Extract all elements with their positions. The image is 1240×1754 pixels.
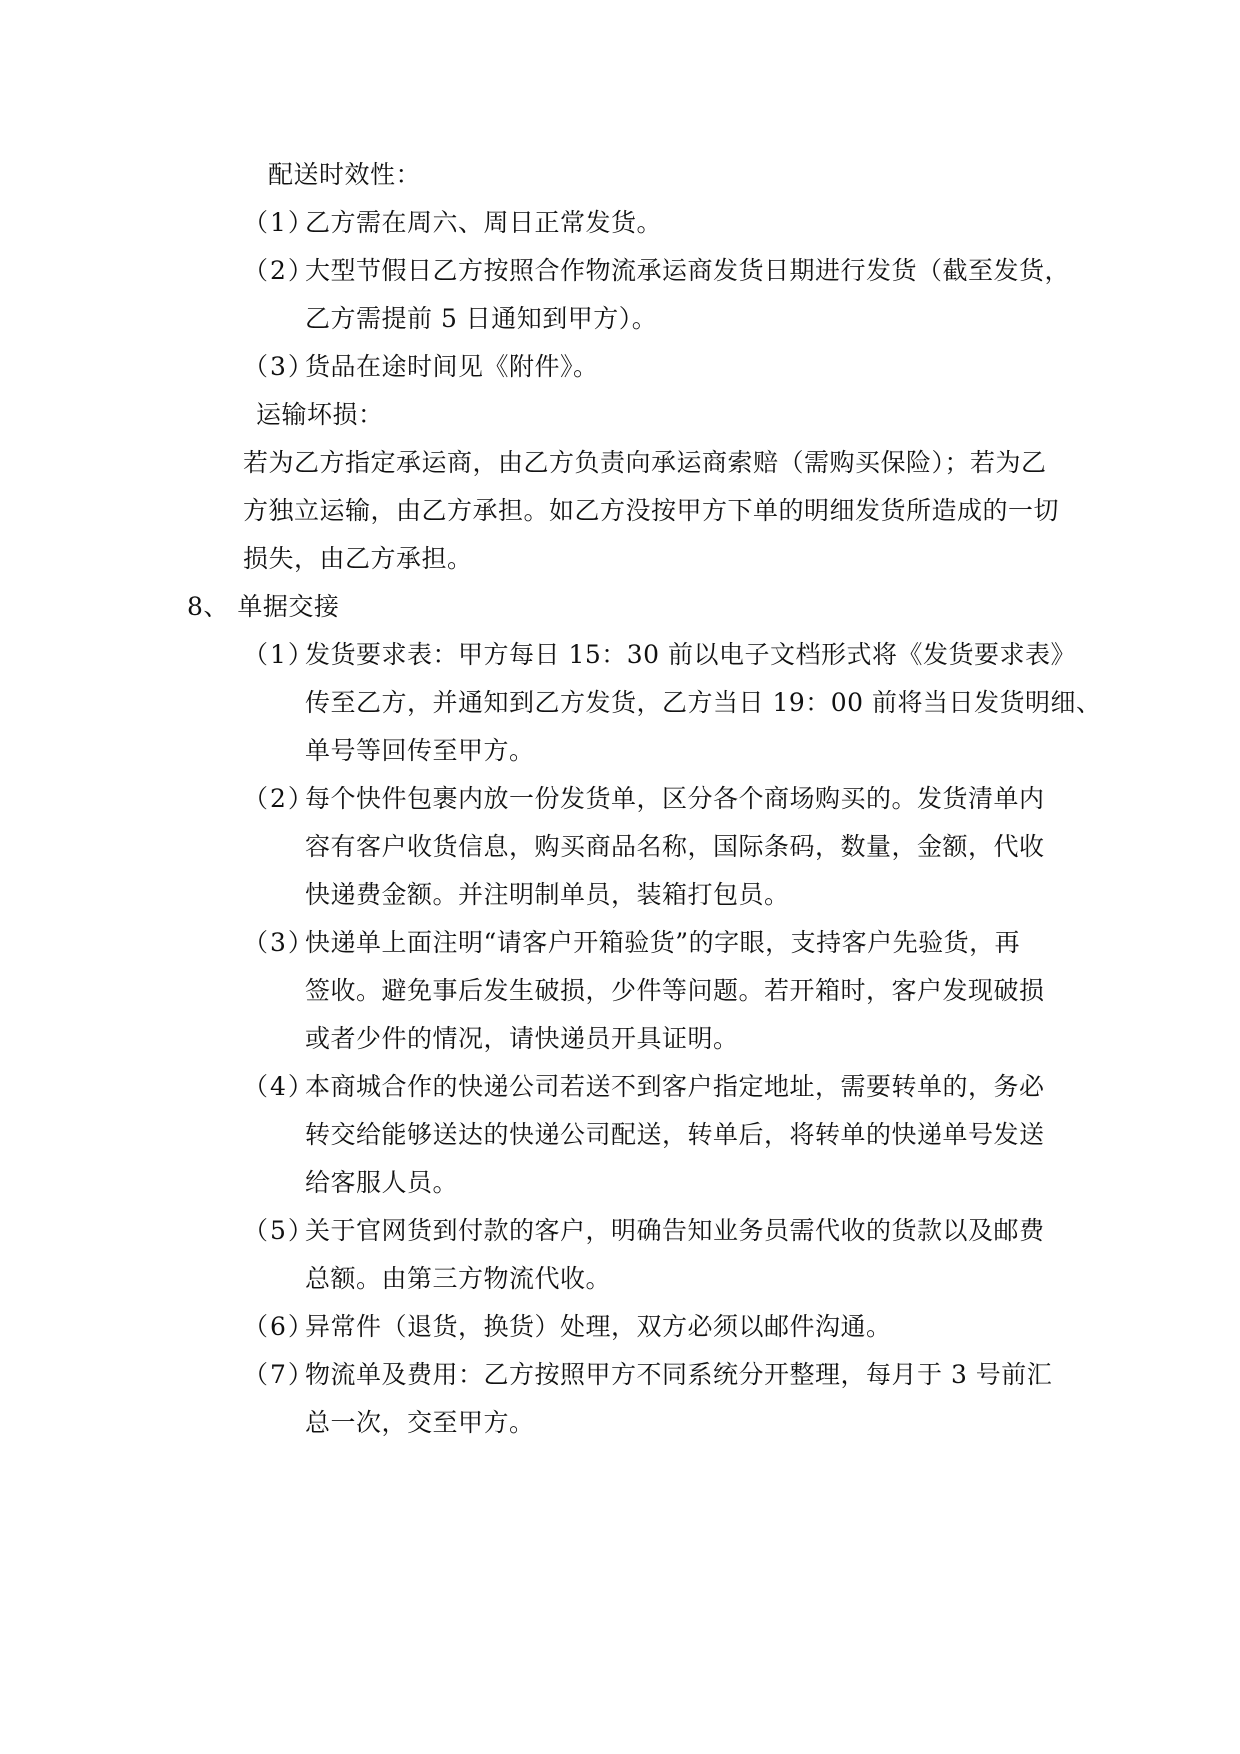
item-text: 每个快件包裹内放一份发货单，区分各个商场购买的。发货清单内 xyxy=(305,784,1045,813)
item-number: （1） xyxy=(243,208,315,237)
transport-damage-heading: 运输坏损： xyxy=(256,400,384,429)
doc-item-5-cont-1: 总额。由第三方物流代收。 xyxy=(305,1264,612,1293)
item-text: 快递单上面注明“请客户开箱验货”的字眼，支持客户先验货，再 xyxy=(305,928,1021,957)
delivery-item-2 xyxy=(243,254,1070,288)
item-text: 大型节假日乙方按照合作物流承运商发货日期进行发货（截至发货， xyxy=(305,256,1071,285)
delivery-item-1 xyxy=(243,206,662,240)
doc-item-2-cont-1: 容有客户收货信息，购买商品名称，国际条码，数量，金额，代收 xyxy=(305,832,1045,861)
doc-item-6 xyxy=(243,1310,892,1344)
doc-item-4-cont-1: 转交给能够送达的快递公司配送，转单后，将转单的快递单号发送 xyxy=(305,1120,1045,1149)
doc-item-3 xyxy=(243,926,1020,960)
doc-item-7 xyxy=(243,1358,1052,1392)
delivery-item-2-cont: 乙方需提前 5 日通知到甲方）。 xyxy=(305,304,658,333)
item-text: 发货要求表：甲方每日 15：30 前以电子文档形式将《发货要求表》 xyxy=(305,640,1077,669)
item-number: （6） xyxy=(243,1312,315,1341)
doc-item-2-cont-2: 快递费金额。并注明制单员，装箱打包员。 xyxy=(305,880,790,909)
doc-item-4 xyxy=(243,1070,1045,1104)
doc-item-1 xyxy=(243,638,1076,672)
item-number: （1） xyxy=(243,640,315,669)
transport-damage-line-1: 若为乙方指定承运商，由乙方负责向承运商索赔（需购买保险）；若为乙 xyxy=(243,448,1047,477)
doc-item-3-cont-2: 或者少件的情况，请快递员开具证明。 xyxy=(305,1024,739,1053)
doc-item-4-cont-2: 给客服人员。 xyxy=(305,1168,459,1197)
item-number: （2） xyxy=(243,784,315,813)
item-number: （5） xyxy=(243,1216,315,1245)
doc-item-7-cont-1: 总一次，交至甲方。 xyxy=(305,1408,535,1437)
item-text: 物流单及费用：乙方按照甲方不同系统分开整理，每月于 3 号前汇 xyxy=(305,1360,1053,1389)
delivery-timeliness-heading: 配送时效性： xyxy=(268,160,422,189)
doc-item-1-cont-1: 传至乙方，并通知到乙方发货，乙方当日 19：00 前将当日发货明细、 xyxy=(305,688,1102,717)
item-text: 乙方需在周六、周日正常发货。 xyxy=(305,208,663,237)
section-8-heading: 8、 单据交接 xyxy=(187,592,340,621)
transport-damage-line-2: 方独立运输，由乙方承担。如乙方没按甲方下单的明细发货所造成的一切 xyxy=(243,496,1060,525)
item-number: （2） xyxy=(243,256,315,285)
item-number: （4） xyxy=(243,1072,315,1101)
doc-item-1-cont-2: 单号等回传至甲方。 xyxy=(305,736,535,765)
doc-item-3-cont-1: 签收。避免事后发生破损，少件等问题。若开箱时，客户发现破损 xyxy=(305,976,1045,1005)
delivery-item-3 xyxy=(243,350,599,384)
item-text: 货品在途时间见《附件》。 xyxy=(305,352,599,381)
item-text: 关于官网货到付款的客户，明确告知业务员需代收的货款以及邮费 xyxy=(305,1216,1045,1245)
transport-damage-line-3: 损失，由乙方承担。 xyxy=(243,544,473,573)
doc-item-2 xyxy=(243,782,1045,816)
doc-item-5 xyxy=(243,1214,1045,1248)
item-number: （3） xyxy=(243,352,315,381)
item-number: （3） xyxy=(243,928,315,957)
item-text: 本商城合作的快递公司若送不到客户指定地址，需要转单的，务必 xyxy=(305,1072,1045,1101)
item-text: 异常件（退货，换货）处理，双方必须以邮件沟通。 xyxy=(305,1312,892,1341)
item-number: （7） xyxy=(243,1360,315,1389)
